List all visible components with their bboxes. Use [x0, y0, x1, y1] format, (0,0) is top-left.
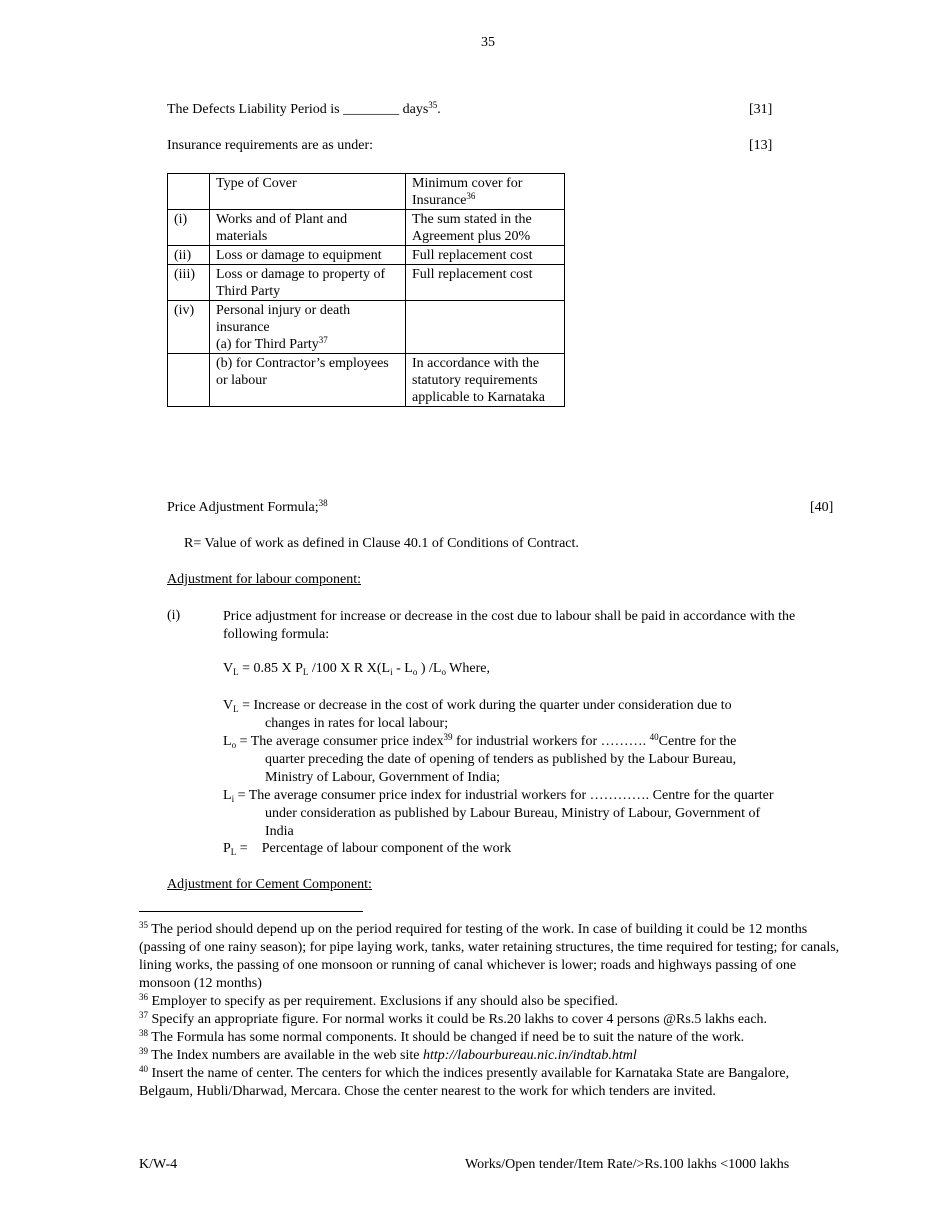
pl-text: = Percentage of labour component of the work [236, 841, 512, 856]
table-row [168, 301, 565, 354]
table-row [168, 246, 565, 265]
footnote-40 [139, 1065, 844, 1101]
formula-part: Where, [445, 661, 490, 676]
header-minimum-cover [406, 174, 565, 210]
row-cover-type: Loss or damage to property of Third Party [210, 265, 406, 301]
item-text: Price adjustment for increase or decrease in the cost due to labour shall be paid in accordance with the following formula: [223, 609, 796, 642]
li-text-cont: under consideration as published by Labour Bureau, Ministry of Labour, Government of [265, 806, 761, 821]
formula-sub: o [412, 667, 418, 677]
row-number: (ii) [168, 246, 210, 265]
footnote-37 [139, 1011, 844, 1029]
footnote-ref-36[interactable]: 36 [466, 191, 476, 201]
footnote-36 [139, 993, 844, 1011]
li-text: = The average consumer price index for industrial workers for …………. Centre for the quarter [234, 788, 774, 803]
footnote-text: The period should depend up on the period required for testing of the work. In case of building it could be 12 months (passing of one rainy season); for pipe laying work, tanks, water retaining structures, the time required for testing; for canals, lining works, the passing of one monsoon or running of canal whichever is lower; roads and highways passing of one monsoon (12 months) [139, 922, 840, 991]
price-clause-ref: [40] [810, 500, 834, 515]
formula-part: /100 X R X(L [308, 661, 391, 676]
footnote-text: Employer to specify as per requirement. Exclusions if any should also be specified. [148, 994, 619, 1009]
var-sub: L [233, 704, 239, 714]
var-sub: L [230, 847, 237, 857]
footnote-number: 39 [139, 1046, 148, 1056]
labour-component-heading: Adjustment for labour component: [167, 572, 362, 587]
item-number: (i) [167, 608, 181, 623]
footnote-ref-38[interactable]: 38 [318, 498, 328, 508]
footnote-text: Insert the name of center. The centers for which the indices presently available for Karnataka State are Bangalore, Belgaum, Hubli/Dharwad, Mercara. Chose the center nearest to the work for which tenders are invited. [139, 1066, 790, 1099]
defects-liability-line [167, 102, 441, 118]
footnote-ref-37[interactable]: 37 [318, 335, 328, 345]
row-cover-type: (b) for Contractor’s employees or labour [210, 354, 406, 407]
formula-part: ) /L [417, 661, 442, 676]
formula-sub: i [390, 667, 393, 677]
row-number [168, 354, 210, 407]
footnote-number: 36 [139, 992, 148, 1002]
lo-text: = The average consumer price index [236, 734, 444, 749]
price-adjustment-title [167, 500, 328, 516]
row-minimum-cover [406, 301, 565, 354]
r-definition: R= Value of work as defined in Clause 40.1 of Conditions of Contract. [184, 536, 579, 551]
header-minimum-cover-text: Minimum cover for Insurance [412, 176, 523, 208]
cement-component-heading: Adjustment for Cement Component: [167, 877, 372, 892]
formula-sub: o [441, 667, 446, 677]
formula-sub: L [233, 667, 239, 677]
table-cell [168, 174, 210, 210]
row-minimum-cover: Full replacement cost [406, 265, 565, 301]
footnote-number: 38 [139, 1028, 148, 1038]
var-sub: i [231, 794, 235, 804]
row-cover-type-b: (a) for Third Party [216, 337, 319, 352]
table-row [168, 210, 565, 246]
footnote-number: 37 [139, 1010, 148, 1020]
li-definition [223, 787, 853, 841]
formula-sub: L [302, 667, 309, 677]
table-row [168, 354, 565, 407]
li-text-cont: India [265, 824, 294, 839]
footnote-text: Specify an appropriate figure. For normal works it could be Rs.20 lakhs to cover 4 persons @Rs.5 lakhs each. [148, 1012, 768, 1027]
vl-definition [223, 697, 853, 733]
footnote-text: The Index numbers are available in the web site [148, 1048, 423, 1063]
footer-right: Works/Open tender/Item Rate/>Rs.100 lakhs <1000 lakhs [465, 1157, 790, 1172]
page-number: 35 [481, 35, 495, 50]
footnote-35 [139, 921, 844, 993]
footnote-ref-39[interactable]: 39 [443, 732, 453, 742]
footnote-38 [139, 1029, 844, 1047]
row-cover-type: Loss or damage to equipment [210, 246, 406, 265]
labour-bureau-link[interactable]: http://labourbureau.nic.in/indtab.html [422, 1048, 637, 1063]
footnote-ref-35[interactable]: 35 [428, 100, 438, 110]
footnote-number: 40 [139, 1064, 148, 1074]
insurance-table [167, 173, 565, 407]
vl-text: = Increase or decrease in the cost of work during the quarter under consideration due to [238, 698, 732, 713]
lo-definition [223, 733, 853, 787]
defects-clause-ref: [31] [749, 102, 773, 117]
row-cover-type: Works and of Plant and materials [210, 210, 406, 246]
var-symbol: L [223, 788, 232, 803]
vl-text-cont: changes in rates for local labour; [265, 716, 449, 731]
defects-end: . [437, 102, 441, 117]
row-minimum-cover: Full replacement cost [406, 246, 565, 265]
pl-definition [223, 841, 511, 857]
row-number: (i) [168, 210, 210, 246]
formula-part: V [223, 661, 234, 676]
footnote-ref-40[interactable]: 40 [649, 732, 659, 742]
defects-text: The Defects Liability Period is ________ days [167, 102, 429, 117]
row-cover-type [210, 301, 406, 354]
insurance-clause-ref: [13] [749, 138, 773, 153]
row-number: (iii) [168, 265, 210, 301]
lo-text-cont: quarter preceding the date of opening of tenders as published by the Labour Bureau, [265, 752, 737, 767]
row-minimum-cover: In accordance with the statutory requirements applicable to Karnataka [406, 354, 565, 407]
row-cover-type-a: Personal injury or death insurance [216, 303, 351, 335]
formula-part: = 0.85 X P [238, 661, 303, 676]
header-type-of-cover: Type of Cover [210, 174, 406, 210]
footnote-39 [139, 1047, 844, 1065]
price-adjustment-title-text: Price Adjustment Formula; [167, 500, 319, 515]
var-symbol: P [223, 841, 231, 856]
labour-formula [223, 661, 490, 677]
lo-text-cont: Ministry of Labour, Government of India; [265, 770, 501, 785]
table-row [168, 265, 565, 301]
footnote-number: 35 [139, 920, 148, 930]
var-symbol: L [223, 734, 232, 749]
row-number: (iv) [168, 301, 210, 354]
lo-text: Centre for the [658, 734, 737, 749]
footer-left: K/W-4 [139, 1157, 178, 1172]
table-header-row [168, 174, 565, 210]
insurance-intro: Insurance requirements are as under: [167, 138, 374, 153]
footnote-text: The Formula has some normal components. It should be changed if need be to suit the nature of the work. [148, 1030, 745, 1045]
var-symbol: V [223, 698, 234, 713]
row-minimum-cover: The sum stated in the Agreement plus 20% [406, 210, 565, 246]
lo-text: for industrial workers for ………. [452, 734, 650, 749]
formula-part: - L [392, 661, 413, 676]
footnote-divider [139, 911, 363, 912]
var-sub: o [231, 740, 237, 750]
